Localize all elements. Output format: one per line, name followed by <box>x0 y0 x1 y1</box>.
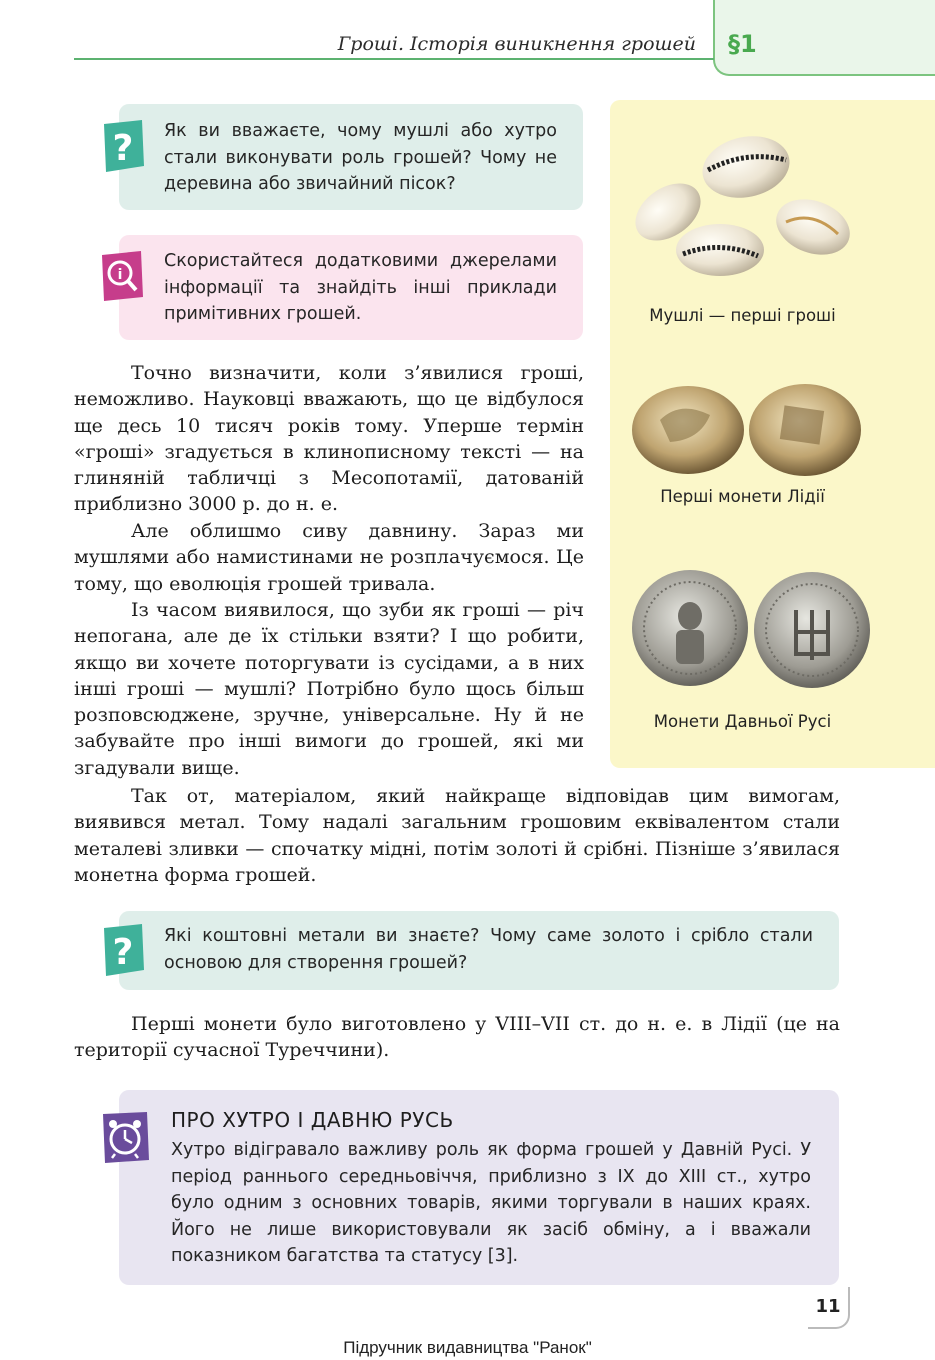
question-callout-2-text: Які коштовні метали ви знаєте? Чому саме золото і срібло стали основою для створення грошей? <box>164 926 813 973</box>
paragraph-4: Так от, матеріалом, який найкраще відповідав цим вимогам, виявився метал. Тому надалі загальним грошовим еквівалентом стали металеві зливки — спочатку мідні, потім золоті й срібні. Пізніше з’явилася монетна форма грошей. <box>74 785 840 886</box>
lydia-coins-image <box>630 380 870 480</box>
info-callout <box>119 235 583 340</box>
question-icon <box>100 120 146 174</box>
info-callout-text: Скористайтеся додатковими джерелами інформації та знайдіть інші приклади примітивних грошей. <box>164 251 557 324</box>
shells-caption: Мушлі — перші гроші <box>649 306 836 325</box>
paragraph-5: Перші монети було виготовлено у VIII–VII ст. до н. е. в Лідії (це на території сучасної Туреччини). <box>74 1013 840 1062</box>
rus-coins-image <box>632 568 872 692</box>
svg-text:?: ? <box>112 128 134 169</box>
fact-box <box>119 1090 839 1285</box>
paragraph-1: Точно визначити, коли з’явилися гроші, неможливо. Науковці вважають, що це відбулося ще десь 10 тисяч років тому. Уперше термін «гроші» згадується в клинописному тексті — на глиняній табличці з Месопотамії, датованій приблизно 3000 р. до н. е. <box>74 362 584 516</box>
question-callout-text: Як ви вважаєте, чому мушлі або хутро стали виконувати роль грошей? Чому не деревина або звичайний пісок? <box>164 121 557 194</box>
fact-box-title: ПРО ХУТРО І ДАВНЮ РУСЬ <box>171 1108 454 1132</box>
lydia-coins-caption: Перші монети Лідії <box>660 487 825 506</box>
fact-box-text: Хутро відігравало важливу роль як форма грошей у Давній Русі. У період раннього середньовіччя, приблизно з IX до XIII ст., хутро було одним з основних товарів, якими торгували в наших краях. Його не лише використовували як засіб обміну, а і вважали показником багатства та статусу [3]. <box>171 1140 811 1266</box>
rus-coins-caption: Монети Давньої Русі <box>653 712 832 731</box>
question-icon <box>100 924 146 978</box>
cowrie-shells-image <box>628 122 868 292</box>
question-callout <box>119 104 583 210</box>
header-rule <box>74 58 714 60</box>
info-search-icon <box>99 249 145 303</box>
paragraph-2: Але облишмо сиву давнину. Зараз ми мушлями або намистинами не розплачуємося. Це тому, що еволюція грошей тривала. <box>74 520 584 595</box>
svg-text:i: i <box>117 267 123 283</box>
question-callout-2 <box>119 911 839 990</box>
alarm-clock-icon <box>99 1110 151 1164</box>
running-header-title: Гроші. Історія виникнення грошей <box>337 33 696 55</box>
svg-text:?: ? <box>112 932 134 973</box>
paragraph-3: Із часом виявилося, що зуби як гроші — річ непогана, але де їх стільки взяти? І що робити, якщо ви хочете поторгувати із сусідами, а в них інші гроші — мушлі? Потрібно було щось більш розповсюджене, зручне, універсальне. Ну й не забувайте про інші вимоги до грошей, які ми згадували вище. <box>74 599 584 779</box>
page-number: 11 <box>808 1287 850 1329</box>
publisher-footer: Підручник видавництва "Ранок" <box>343 1338 592 1357</box>
section-number: §1 <box>728 30 757 58</box>
